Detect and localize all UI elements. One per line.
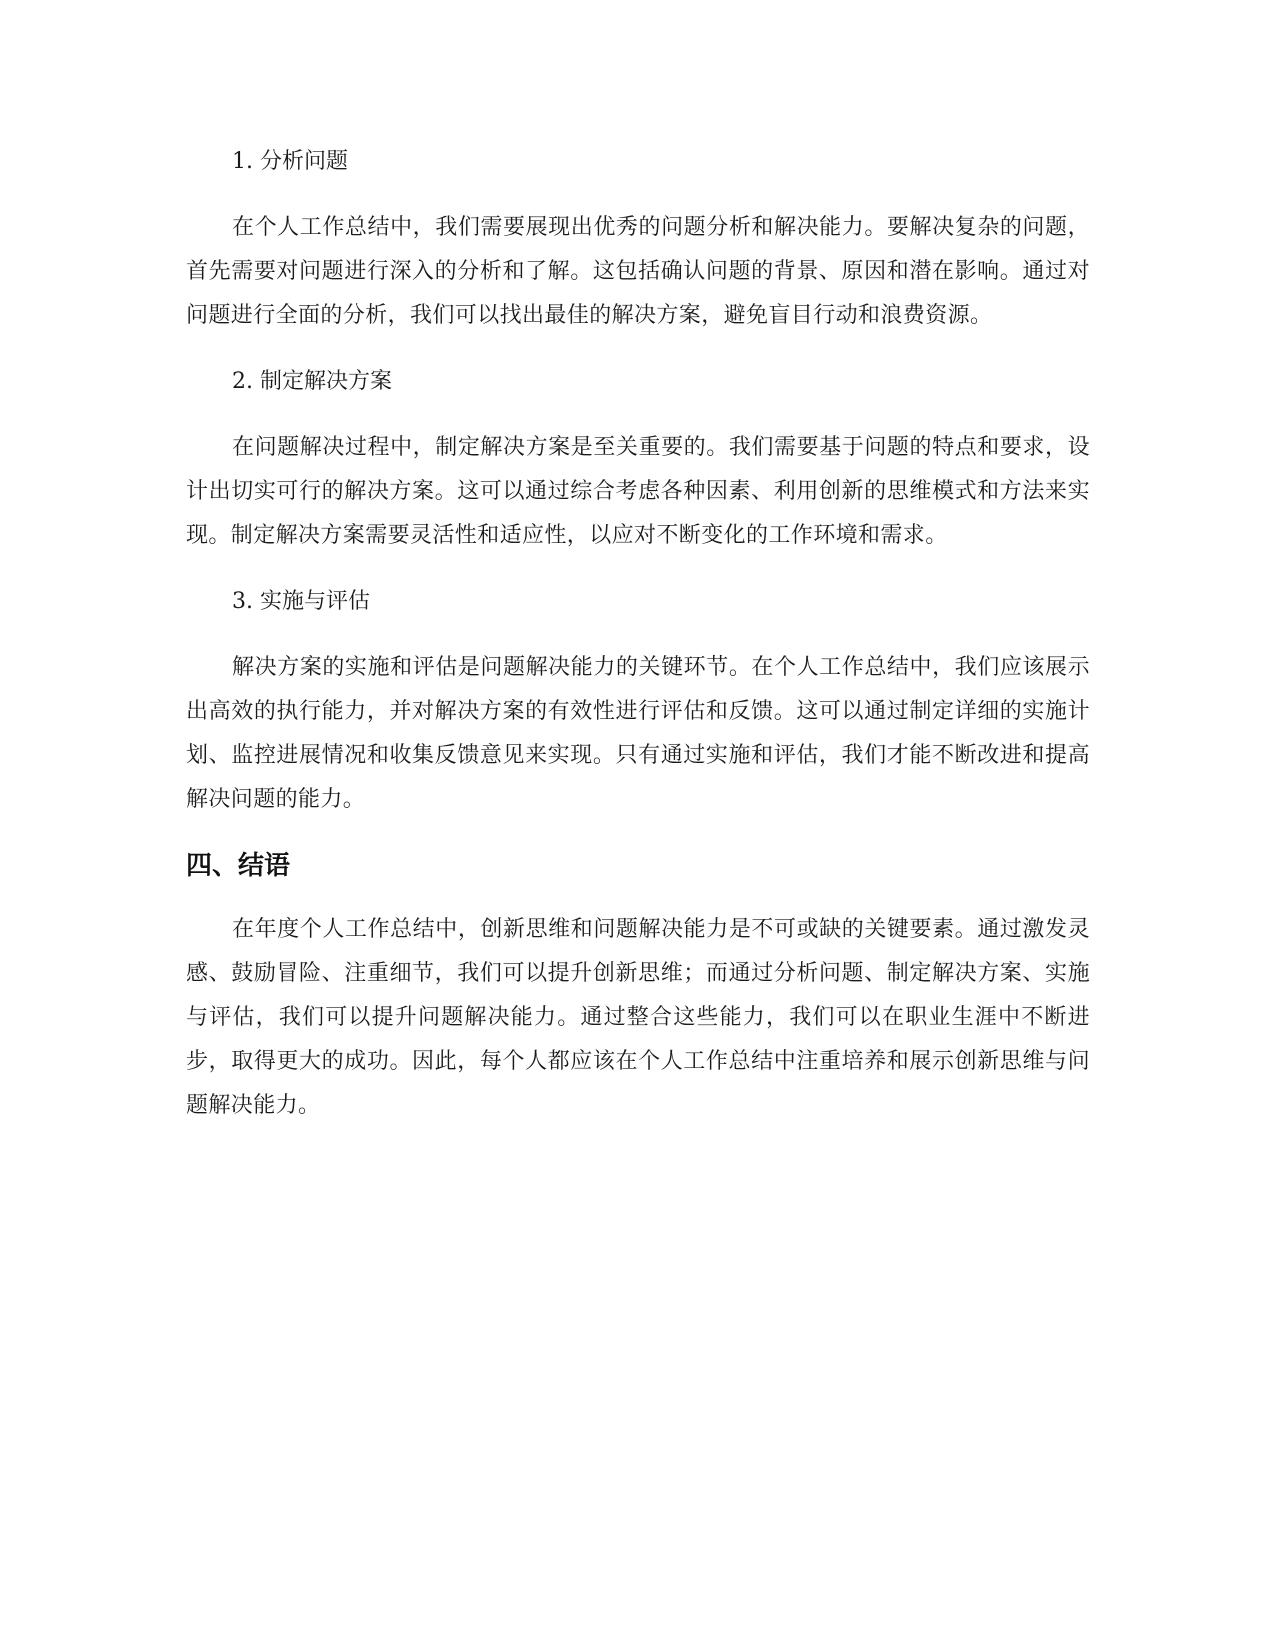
- document-body: [186, 140, 1090, 1150]
- subheading-make-solution: 2. 制定解决方案: [232, 369, 392, 394]
- paragraph-implement-evaluate: 解决方案的实施和评估是问题解决能力的关键环节。在个人工作总结中，我们应该展示出高效的执行能力，并对解决方案的有效性进行评估和反馈。这可以通过制定详细的实施计划、监控进展情况和收集反馈意见来实现。只有通过实施和评估，我们才能不断改进和提高解决问题的能力。: [186, 655, 1090, 812]
- section-heading-conclusion: 四、结语: [186, 851, 291, 881]
- subheading-analyze-problem: 1. 分析问题: [232, 149, 348, 174]
- paragraph-conclusion: 在年度个人工作总结中，创新思维和问题解决能力是不可或缺的关键要素。通过激发灵感、鼓励冒险、注重细节，我们可以提升创新思维；而通过分析问题、制定解决方案、实施与评估，我们可以提升问题解决能力。通过整合这些能力，我们可以在职业生涯中不断进步，取得更大的成功。因此，每个人都应该在个人工作总结中注重培养和展示创新思维与问题解决能力。: [186, 917, 1090, 1118]
- subheading-implement-evaluate: 3. 实施与评估: [232, 589, 370, 614]
- paragraph-analyze-problem: 在个人工作总结中，我们需要展现出优秀的问题分析和解决能力。要解决复杂的问题，首先需要对问题进行深入的分析和了解。这包括确认问题的背景、原因和潜在影响。通过对问题进行全面的分析，我们可以找出最佳的解决方案，避免盲目行动和浪费资源。: [186, 215, 1090, 328]
- paragraph-make-solution: 在问题解决过程中，制定解决方案是至关重要的。我们需要基于问题的特点和要求，设计出切实可行的解决方案。这可以通过综合考虑各种因素、利用创新的思维模式和方法来实现。制定解决方案需要灵活性和适应性，以应对不断变化的工作环境和需求。: [186, 435, 1090, 548]
